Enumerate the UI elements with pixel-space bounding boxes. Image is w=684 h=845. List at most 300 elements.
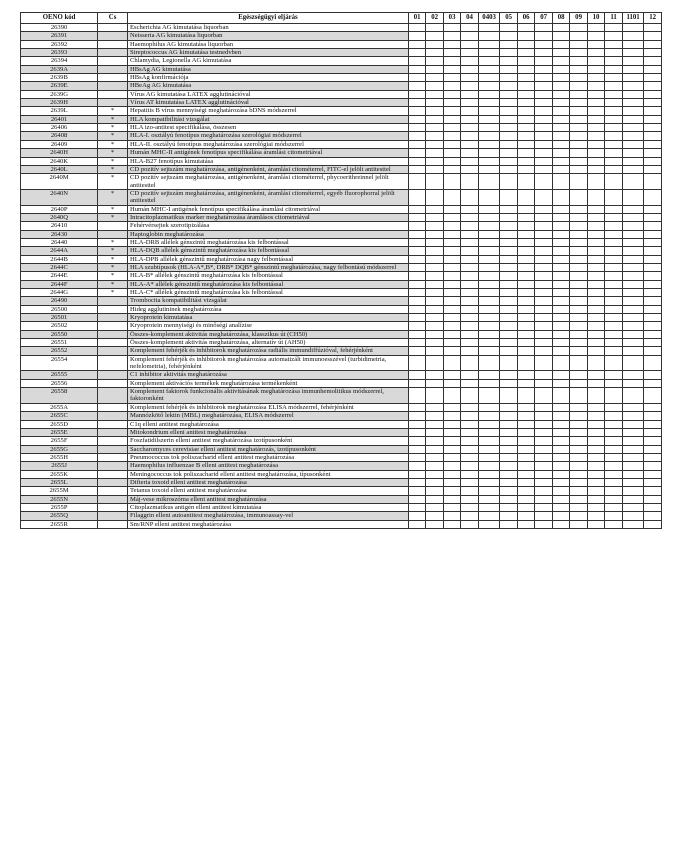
category-cell <box>426 40 443 48</box>
category-cell <box>461 437 478 445</box>
category-cell <box>605 74 622 82</box>
table-row <box>21 437 662 445</box>
category-cell <box>552 437 569 445</box>
cs-marker-cell: * <box>98 107 128 115</box>
category-cell <box>622 420 644 428</box>
category-cell <box>644 437 662 445</box>
column-header: 12 <box>644 13 662 24</box>
category-cell <box>535 520 552 528</box>
category-cell <box>443 355 460 371</box>
category-cell <box>500 157 517 165</box>
category-cell <box>517 57 534 65</box>
category-cell <box>408 238 425 246</box>
category-cell <box>478 330 500 338</box>
procedure-description-cell: Trombocita kompatibilitási vizsgálat <box>127 297 408 305</box>
category-cell <box>517 222 534 230</box>
procedure-description-cell: Vírus AT kimutatása LATEX agglutinációval <box>127 99 408 107</box>
category-cell <box>478 32 500 40</box>
procedure-description-cell: HBeAg AG kimutatása <box>127 82 408 90</box>
category-cell <box>587 280 604 288</box>
category-cell <box>622 57 644 65</box>
category-cell <box>570 205 587 213</box>
cs-marker-cell <box>98 322 128 330</box>
category-cell <box>443 428 460 436</box>
category-cell <box>443 330 460 338</box>
category-cell <box>535 314 552 322</box>
category-cell <box>552 149 569 157</box>
category-cell <box>408 470 425 478</box>
category-cell <box>622 478 644 486</box>
category-cell <box>570 174 587 190</box>
category-cell <box>500 314 517 322</box>
cs-marker-cell <box>98 222 128 230</box>
category-cell <box>587 32 604 40</box>
category-cell <box>478 428 500 436</box>
category-cell <box>517 157 534 165</box>
category-cell <box>552 280 569 288</box>
category-cell <box>426 165 443 173</box>
category-cell <box>461 149 478 157</box>
category-cell <box>500 82 517 90</box>
category-cell <box>535 437 552 445</box>
category-cell <box>644 520 662 528</box>
table-row <box>21 420 662 428</box>
category-cell <box>408 412 425 420</box>
category-cell <box>517 107 534 115</box>
category-cell <box>644 115 662 123</box>
category-cell <box>570 65 587 73</box>
cs-marker-cell <box>98 428 128 436</box>
category-cell <box>443 478 460 486</box>
category-cell <box>552 289 569 297</box>
category-cell <box>443 238 460 246</box>
category-cell <box>644 107 662 115</box>
category-cell <box>517 347 534 355</box>
category-cell <box>443 412 460 420</box>
procedure-code-cell: 2655L <box>21 478 98 486</box>
table-row <box>21 495 662 503</box>
category-cell <box>461 339 478 347</box>
table-row <box>21 174 662 190</box>
category-cell <box>443 272 460 280</box>
category-cell <box>587 65 604 73</box>
category-cell <box>570 437 587 445</box>
category-cell <box>622 140 644 148</box>
category-cell <box>644 230 662 238</box>
category-cell <box>461 263 478 271</box>
procedure-code-cell: 26393 <box>21 49 98 57</box>
category-cell <box>644 371 662 379</box>
category-cell <box>478 74 500 82</box>
category-cell <box>570 503 587 511</box>
document-page <box>20 12 662 529</box>
category-cell <box>426 470 443 478</box>
category-cell <box>426 49 443 57</box>
category-cell <box>622 379 644 387</box>
category-cell <box>500 107 517 115</box>
category-cell <box>461 90 478 98</box>
category-cell <box>478 503 500 511</box>
category-cell <box>500 132 517 140</box>
category-cell <box>535 478 552 486</box>
category-cell <box>587 157 604 165</box>
category-cell <box>478 512 500 520</box>
category-cell <box>408 503 425 511</box>
category-cell <box>517 487 534 495</box>
procedure-code-cell: 26391 <box>21 32 98 40</box>
category-cell <box>587 339 604 347</box>
cs-marker-cell: * <box>98 289 128 297</box>
category-cell <box>500 255 517 263</box>
category-cell <box>517 65 534 73</box>
category-cell <box>605 213 622 221</box>
category-cell <box>570 420 587 428</box>
procedure-code-cell: 2639E <box>21 82 98 90</box>
category-cell <box>605 132 622 140</box>
cs-marker-cell <box>98 462 128 470</box>
category-cell <box>408 487 425 495</box>
table-body <box>21 24 662 529</box>
category-cell <box>552 330 569 338</box>
category-cell <box>443 205 460 213</box>
category-cell <box>605 305 622 313</box>
category-cell <box>570 115 587 123</box>
category-cell <box>644 462 662 470</box>
procedure-description-cell: Humán MHC-II antigének fenotípus specifikálása áramlási citometriával <box>127 149 408 157</box>
category-cell <box>517 213 534 221</box>
table-row <box>21 124 662 132</box>
category-cell <box>443 74 460 82</box>
category-cell <box>443 437 460 445</box>
category-cell <box>552 322 569 330</box>
category-cell <box>570 412 587 420</box>
procedure-description-cell: HLA-I. osztályú fenotípus meghatározása szerológiai módszerrel <box>127 132 408 140</box>
table-row <box>21 503 662 511</box>
category-cell <box>587 289 604 297</box>
category-cell <box>461 297 478 305</box>
category-cell <box>644 272 662 280</box>
category-cell <box>500 65 517 73</box>
category-cell <box>443 520 460 528</box>
category-cell <box>587 205 604 213</box>
category-cell <box>535 57 552 65</box>
category-cell <box>552 355 569 371</box>
table-row <box>21 339 662 347</box>
category-cell <box>587 470 604 478</box>
procedure-code-cell: 2644B <box>21 255 98 263</box>
category-cell <box>443 403 460 411</box>
category-cell <box>500 205 517 213</box>
category-cell <box>478 289 500 297</box>
category-cell <box>644 478 662 486</box>
procedure-description-cell: Fehérvérsejtek szerotipizálása <box>127 222 408 230</box>
category-cell <box>622 371 644 379</box>
category-cell <box>644 132 662 140</box>
category-cell <box>408 428 425 436</box>
category-cell <box>587 222 604 230</box>
category-cell <box>570 272 587 280</box>
category-cell <box>552 388 569 404</box>
category-cell <box>517 462 534 470</box>
category-cell <box>443 388 460 404</box>
category-cell <box>426 289 443 297</box>
category-cell <box>622 238 644 246</box>
category-cell <box>605 272 622 280</box>
category-cell <box>535 140 552 148</box>
procedure-description-cell: Komplement fehérjék és inhibitorok meghatározása radiális immundiffúzióval, fehérjénként <box>127 347 408 355</box>
category-cell <box>570 388 587 404</box>
category-cell <box>587 263 604 271</box>
category-cell <box>587 322 604 330</box>
procedure-code-cell: 2639B <box>21 74 98 82</box>
table-row <box>21 412 662 420</box>
category-cell <box>443 124 460 132</box>
table-row <box>21 40 662 48</box>
category-cell <box>478 403 500 411</box>
category-cell <box>622 189 644 205</box>
category-cell <box>478 24 500 32</box>
category-cell <box>443 115 460 123</box>
category-cell <box>587 403 604 411</box>
table-row <box>21 132 662 140</box>
category-cell <box>500 289 517 297</box>
procedure-description-cell: Haemophilus AG kimutatása liquorban <box>127 40 408 48</box>
category-cell <box>644 213 662 221</box>
category-cell <box>622 289 644 297</box>
category-cell <box>570 90 587 98</box>
procedure-code-cell: 2640H <box>21 149 98 157</box>
procedure-description-cell: Sm/RNP elleni antitest meghatározása <box>127 520 408 528</box>
category-cell <box>605 149 622 157</box>
category-cell <box>644 247 662 255</box>
category-cell <box>605 255 622 263</box>
table-header-row <box>21 13 662 24</box>
category-cell <box>478 247 500 255</box>
category-cell <box>535 330 552 338</box>
category-cell <box>500 238 517 246</box>
procedure-code-cell: 2640M <box>21 174 98 190</box>
procedure-description-cell: Vírus AG kimutatása LATEX agglutinációval <box>127 90 408 98</box>
procedure-description-cell: Mitokondrium elleni antitest meghatározása <box>127 428 408 436</box>
category-cell <box>443 24 460 32</box>
category-cell <box>443 49 460 57</box>
category-cell <box>426 280 443 288</box>
category-cell <box>587 428 604 436</box>
category-cell <box>517 238 534 246</box>
category-cell <box>535 420 552 428</box>
category-cell <box>622 355 644 371</box>
category-cell <box>500 280 517 288</box>
category-cell <box>535 495 552 503</box>
category-cell <box>500 165 517 173</box>
procedure-description-cell: Haptoglobin meghatározása <box>127 230 408 238</box>
table-row <box>21 149 662 157</box>
cs-marker-cell <box>98 495 128 503</box>
category-cell <box>426 115 443 123</box>
category-cell <box>552 230 569 238</box>
category-cell <box>605 238 622 246</box>
procedure-code-cell: 2639L <box>21 107 98 115</box>
category-cell <box>622 453 644 461</box>
table-row <box>21 512 662 520</box>
category-cell <box>478 107 500 115</box>
category-cell <box>408 124 425 132</box>
category-cell <box>644 339 662 347</box>
category-cell <box>443 297 460 305</box>
category-cell <box>500 115 517 123</box>
table-row <box>21 165 662 173</box>
category-cell <box>517 124 534 132</box>
category-cell <box>622 263 644 271</box>
category-cell <box>461 157 478 165</box>
category-cell <box>517 174 534 190</box>
category-cell <box>605 49 622 57</box>
category-cell <box>605 65 622 73</box>
category-cell <box>517 230 534 238</box>
procedure-description-cell: Mannózkötő lektin (MBL) meghatározása, ELISA módszerrel <box>127 412 408 420</box>
procedure-description-cell: Foszfatidilszerin elleni antitest meghatározása izotípusonként <box>127 437 408 445</box>
category-cell <box>478 205 500 213</box>
category-cell <box>587 238 604 246</box>
category-cell <box>605 165 622 173</box>
category-cell <box>443 132 460 140</box>
category-cell <box>605 222 622 230</box>
category-cell <box>426 24 443 32</box>
category-cell <box>517 330 534 338</box>
procedure-code-cell: 26490 <box>21 297 98 305</box>
category-cell <box>587 149 604 157</box>
category-cell <box>500 388 517 404</box>
table-row <box>21 263 662 271</box>
cs-marker-cell <box>98 412 128 420</box>
category-cell <box>644 49 662 57</box>
category-cell <box>517 255 534 263</box>
category-cell <box>605 24 622 32</box>
cs-marker-cell <box>98 24 128 32</box>
category-cell <box>644 297 662 305</box>
category-cell <box>605 90 622 98</box>
category-cell <box>552 272 569 280</box>
category-cell <box>517 82 534 90</box>
category-cell <box>408 189 425 205</box>
category-cell <box>426 90 443 98</box>
category-cell <box>408 512 425 520</box>
category-cell <box>552 453 569 461</box>
category-cell <box>478 420 500 428</box>
table-row <box>21 403 662 411</box>
category-cell <box>500 339 517 347</box>
cs-marker-cell <box>98 420 128 428</box>
category-cell <box>644 74 662 82</box>
category-cell <box>408 388 425 404</box>
category-cell <box>426 445 443 453</box>
procedure-description-cell: Összes-komplement aktivitás meghatározása, klasszikus út (CH50) <box>127 330 408 338</box>
category-cell <box>408 213 425 221</box>
table-row <box>21 74 662 82</box>
category-cell <box>605 428 622 436</box>
category-cell <box>535 115 552 123</box>
category-cell <box>535 503 552 511</box>
category-cell <box>478 280 500 288</box>
category-cell <box>570 330 587 338</box>
category-cell <box>552 263 569 271</box>
category-cell <box>605 174 622 190</box>
category-cell <box>587 420 604 428</box>
category-cell <box>535 289 552 297</box>
column-header: OENO kód <box>21 13 98 24</box>
category-cell <box>426 263 443 271</box>
cs-marker-cell <box>98 347 128 355</box>
category-cell <box>622 322 644 330</box>
cs-marker-cell: * <box>98 189 128 205</box>
category-cell <box>587 297 604 305</box>
category-cell <box>552 213 569 221</box>
category-cell <box>443 255 460 263</box>
category-cell <box>552 445 569 453</box>
table-row <box>21 140 662 148</box>
table-row <box>21 65 662 73</box>
category-cell <box>461 174 478 190</box>
category-cell <box>408 330 425 338</box>
procedure-description-cell: Meningococcus tok poliszacharid elleni antitest meghatározása, típusonként <box>127 470 408 478</box>
category-cell <box>478 305 500 313</box>
category-cell <box>500 297 517 305</box>
category-cell <box>517 32 534 40</box>
category-cell <box>443 503 460 511</box>
category-cell <box>535 388 552 404</box>
category-cell <box>605 520 622 528</box>
procedure-code-cell: 26410 <box>21 222 98 230</box>
category-cell <box>461 272 478 280</box>
category-cell <box>461 82 478 90</box>
category-cell <box>535 24 552 32</box>
cs-marker-cell <box>98 478 128 486</box>
cs-marker-cell <box>98 65 128 73</box>
procedure-code-cell: 2639A <box>21 65 98 73</box>
cs-marker-cell: * <box>98 115 128 123</box>
category-cell <box>570 165 587 173</box>
cs-marker-cell <box>98 339 128 347</box>
category-cell <box>461 74 478 82</box>
category-cell <box>570 24 587 32</box>
category-cell <box>552 90 569 98</box>
category-cell <box>535 347 552 355</box>
category-cell <box>644 149 662 157</box>
category-cell <box>570 322 587 330</box>
category-cell <box>408 174 425 190</box>
category-cell <box>478 82 500 90</box>
category-cell <box>552 503 569 511</box>
category-cell <box>478 213 500 221</box>
category-cell <box>500 412 517 420</box>
category-cell <box>517 478 534 486</box>
category-cell <box>461 165 478 173</box>
category-cell <box>500 470 517 478</box>
category-cell <box>535 157 552 165</box>
category-cell <box>478 388 500 404</box>
table-row <box>21 115 662 123</box>
procedure-code-cell: 2655J <box>21 462 98 470</box>
category-cell <box>478 255 500 263</box>
procedure-description-cell: Hideg agglutininek meghatározása <box>127 305 408 313</box>
cs-marker-cell <box>98 487 128 495</box>
category-cell <box>461 420 478 428</box>
category-cell <box>478 165 500 173</box>
category-cell <box>605 205 622 213</box>
procedure-description-cell: CD pozitív sejtszám meghatározása, antigénenként, áramlási citométerrel, egyéb fluorophorral jelölt antitesttel <box>127 189 408 205</box>
category-cell <box>408 247 425 255</box>
category-cell <box>517 189 534 205</box>
